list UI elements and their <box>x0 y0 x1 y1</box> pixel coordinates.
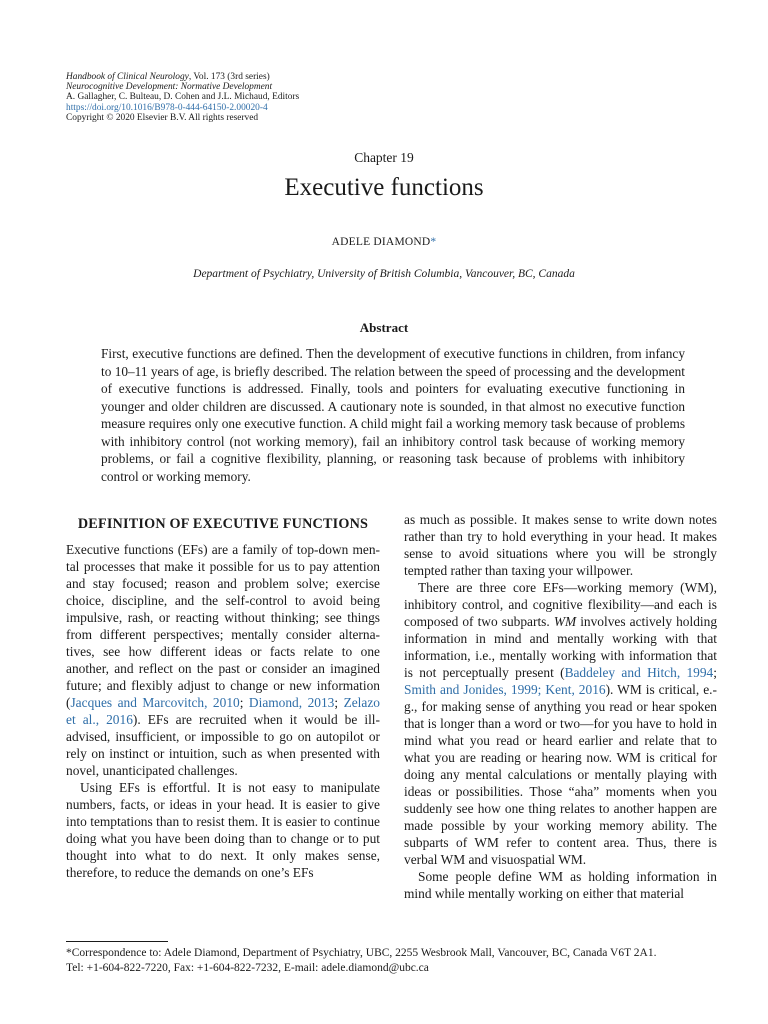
paragraph-2: Using EFs is effortful. It is not easy to manipulate numbers, facts, or ideas in your head. It is easier to give into temptations than to resist them. It is easier to continue doing what you have been doing than to change or to put thought into what to do next. It only makes sense, therefore, to reduce the demands on one’s EFs <box>66 780 380 880</box>
wm-term: WM <box>553 614 577 629</box>
citation-separator: ; <box>239 695 249 710</box>
citation-link[interactable]: Diamond, 2013 <box>248 695 335 710</box>
handbook-title: Handbook of Clinical Neurology <box>66 72 189 82</box>
paragraph-1 <box>66 541 380 779</box>
citation-separator: ; <box>713 665 717 680</box>
right-column <box>404 511 717 902</box>
author-name: ADELE DIAMOND <box>331 236 431 248</box>
chapter-label: Chapter 19 <box>354 150 414 165</box>
citation-link[interactable]: Zelazo et al., 2016 <box>66 695 380 727</box>
publication-header <box>66 72 466 123</box>
paragraph-4: Some people define WM as holding information in mind while mentally working on either that material <box>404 869 717 901</box>
handbook-volume: , Vol. 173 (3rd series) <box>188 72 270 82</box>
page-title: Executive functions <box>284 174 484 201</box>
copyright: Copyright © 2020 Elsevier B.V. All rights reserved <box>66 112 259 123</box>
correspondence-marker[interactable]: * <box>430 236 437 248</box>
paragraph-1-text: ). EFs are recruited when it would be ill-advised, insufficient, or impossible to go on autopilot or rely on instinct or intuition, such as when presented with novel, unanticipated challenges. <box>66 712 380 778</box>
volume-title: Neurocognitive Development: Normative Development <box>66 82 273 93</box>
doi-link[interactable]: https://doi.org/10.1016/B978-0-444-64150-2.00020-4 <box>66 102 268 113</box>
footnote <box>66 946 726 976</box>
paragraph-3 <box>404 579 717 868</box>
paragraph-3-text: There are three core EFs—working memory (WM), inhibitory control, and cognitive flexibility—and each is composed of two subparts. <box>404 580 717 629</box>
paragraph-3-text: involves actively holding information in mind and mentally working with that information, i.e., mentally working with information that is not perceptually present ( <box>404 614 718 680</box>
section-heading: DEFINITION OF EXECUTIVE FUNCTIONS <box>77 516 369 532</box>
citation-link[interactable]: Baddeley and Hitch, 1994 <box>564 665 714 680</box>
footnote-divider <box>66 941 168 942</box>
citation-link[interactable]: Jacques and Marcovitch, 2010 <box>70 695 240 710</box>
footnote-line-2: Tel: +1-604-822-7220, Fax: +1-604-822-7232, E-mail: adele.diamond@ubc.ca <box>66 962 429 974</box>
paragraph-2-continued: as much as possible. It makes sense to write down notes rather than try to hold everything in your head. It makes sense to avoid situations where you will be strongly tempted rather than taxing your willpower. <box>404 512 717 578</box>
abstract-heading: Abstract <box>359 320 409 335</box>
abstract-text: First, executive functions are defined. Then the development of executive functions in children, from infancy to 10–11 years of age, is briefly described. The relation between the speed of processing and the development of executive functions is addressed. Finally, tools and pointers for evaluating executive functioning in younger and older children are discussed. A cautionary note is sounded, in that almost no executive function measure requires only one executive function. A child might fail a working memory task because of problems with inhibitory control (not working memory), fail an inhibitory control task because of working memory problems, or fail a cognitive flexibility, planning, or reasoning task because of problems with inhibitory control or working memory. <box>101 346 685 484</box>
author <box>0 236 768 248</box>
left-column <box>66 508 380 881</box>
editors: A. Gallagher, C. Bulteau, D. Cohen and J.L. Michaud, Editors <box>66 92 300 103</box>
paragraph-1-text: Executive functions (EFs) are a family of top-down mental processes that make it possible for us to pay attention and stay focused; reason and problem solve; exercise choice, discipline, and the self-control to avoid being impulsive, rash, or reacting without thinking; see things from different perspectives; mentally consider alternatives, see how different ideas or facts relate to one another, and reflect on the past or consider an imagined future; and flexibly adjust to change or new information ( <box>66 542 380 710</box>
affiliation: Department of Psychiatry, University of British Columbia, Vancouver, BC, Canada <box>193 268 575 280</box>
citation-link[interactable]: Smith and Jonides, 1999; Kent, 2016 <box>404 682 606 697</box>
footnote-line-1: *Correspondence to: Adele Diamond, Department of Psychiatry, UBC, 2255 Wesbrook Mall, Vancouver, BC, Canada V6T 2A1. <box>66 947 657 959</box>
citation-separator: ; <box>334 695 344 710</box>
paragraph-3-text: ). WM is critical, e.g., for making sense of anything you read or hear spoken that is longer than a word or two—for you have to hold in mind what you read or heard earlier and relate that to what you are reading or hearing now. WM is critical for doing any mental calculations or mentally playing with ideas or possibilities. Those “aha” moments when you suddenly see how one thing relates to another happen are made possible by your working memory ability. The subparts of WM refer to content area. Thus, there is verbal WM and visuospatial WM. <box>404 682 717 867</box>
